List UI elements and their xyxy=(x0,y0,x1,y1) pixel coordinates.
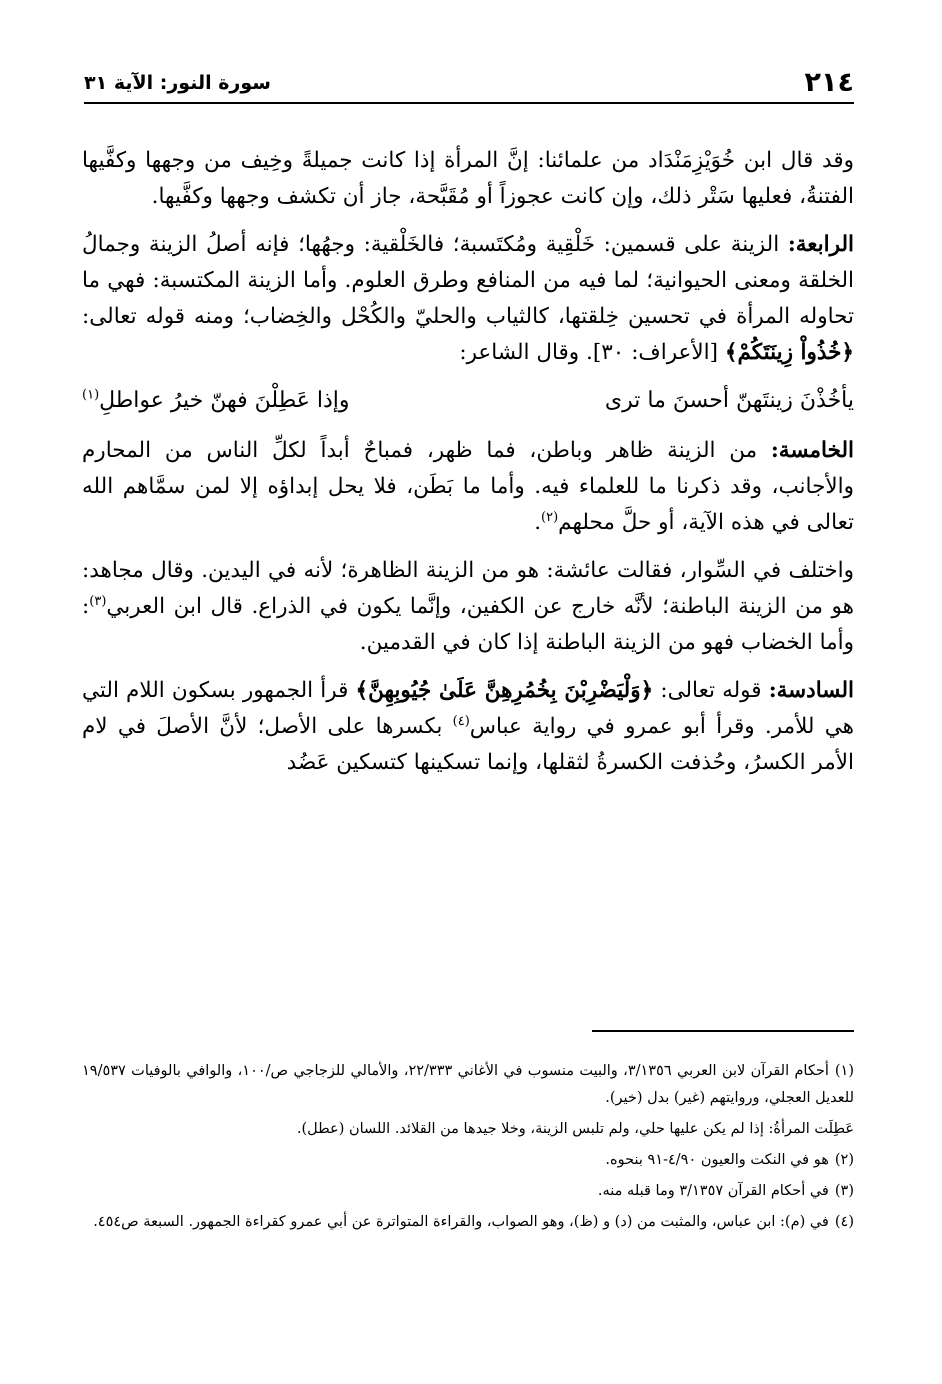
paragraph-fourth xyxy=(82,227,854,371)
paragraph-end: . xyxy=(534,510,542,535)
section-heading-sixth: السادسة: xyxy=(768,678,854,703)
footnote-text: عَطِلَت المرأةُ: إذا لم يكن عليها حلي، ولم تلبس الزينة، وخلا جيدها من القلائد. اللسان (عطل). xyxy=(296,1121,854,1137)
footnote-text: هو في النكت والعيون ٤/٩٠-٩١ بنحوه. xyxy=(605,1152,829,1168)
footnote-marker-2[interactable]: (٢) xyxy=(541,509,559,525)
paragraph-text: واختلف في السِّوار، فقالت عائشة: هو من الزينة الظاهرة؛ لأنه في اليدين. وقال مجاهد: هو من الزينة الباطنة؛ لأنَّه خارج عن الكفين، وإنَّما يكون في الذراع. قال ابن العربي xyxy=(82,558,854,619)
paragraph-fifth xyxy=(82,433,854,541)
paragraph-sixth xyxy=(82,673,854,781)
section-heading-fifth: الخامسة: xyxy=(770,438,854,463)
poem-second-text: وإذا عَطِلْنَ فهنّ خيرُ عواطلِ xyxy=(99,388,350,413)
paragraph-intro: قوله تعالى: xyxy=(653,678,769,703)
poem-second-hemistich xyxy=(82,383,350,419)
footnotes xyxy=(82,1058,854,1240)
paragraph-text-tail: بكسرها على الأصل؛ لأنَّ الأصلَ في لام الأمر الكسرُ، وحُذفت الكسرةُ لثقلها، وإنما تسكينها كتسكين عَضُد xyxy=(82,714,854,775)
footnote-marker-1[interactable]: (١) xyxy=(82,387,100,403)
footnote-number: (١) xyxy=(834,1063,854,1079)
quran-verse: ﴿وَلْيَضْرِبْنَ بِخُمُرِهِنَّ عَلَىٰ جُيُوبِهِنَّ﴾ xyxy=(355,678,654,703)
footnote-number: (٤) xyxy=(834,1214,854,1230)
paragraph-text: الزينة على قسمين: خَلْقِية ومُكتَسبة؛ فالخَلْقية: وجهُها؛ فإنه أصلُ الزينة وجمالُ الخلقة ومعنى الحيوانية؛ لما فيه من المنافع وطرق العلوم. وأما الزينة المكتسبة: فهي ما تحاوله المرأة في تحسين خِلقتها، كالثياب والحليّ والكُحْل والخِضاب؛ ومنه قوله تعالى: xyxy=(82,232,854,329)
footnote-4 xyxy=(82,1209,854,1236)
footnote-text: في (م): ابن عباس، والمثبت من (د) و (ظ)، وهو الصواب، والقراءة المتواترة عن أبي عمرو كقراءة الجمهور. السبعة ص٤٥٤. xyxy=(93,1214,829,1230)
footnote-marker-4[interactable]: (٤) xyxy=(452,713,470,729)
paragraph-text: قرأ الجمهور بسكون اللام التي هي للأمر. وقرأ أبو عمرو في رواية عباس xyxy=(82,678,854,739)
footnote-marker-3[interactable]: (٣) xyxy=(89,593,107,609)
paragraph-text: وقد قال ابن خُوَيْزِمَنْدَاد من علمائنا: إنَّ المرأة إذا كانت جميلةً وخِيف من وجهها وكفَّيها الفتنةُ، فعليها سَتْر ذلك، وإن كانت عجوزاً أو مُقَبَّحة، جاز أن تكشف وجهها وكفَّيها. xyxy=(82,148,854,209)
page-number: ٢١٤ xyxy=(804,67,854,98)
footnote-text: أحكام القرآن لابن العربي ٣/١٣٥٦، والبيت منسوب في الأغاني ٢٢/٣٣٣، والأمالي للزجاجي ص/١٠٠، والوافي بالوفيات ١٩/٥٣٧ للعديل العجلي، وروايتهم (غير) بدل (خير). xyxy=(82,1063,854,1106)
poem-verse xyxy=(82,383,854,419)
footnote-2 xyxy=(82,1147,854,1174)
footnote-text: في أحكام القرآن ٣/١٣٥٧ وما قبله منه. xyxy=(597,1183,829,1199)
footnote-number: (٣) xyxy=(834,1183,854,1199)
page-header xyxy=(84,62,854,104)
main-text xyxy=(82,143,854,793)
running-title: سورة النور: الآية ٣١ xyxy=(84,72,271,94)
footnote-1-gloss xyxy=(82,1116,854,1143)
paragraph-ibn-khuwayzimandad xyxy=(82,143,854,215)
footnote-3 xyxy=(82,1178,854,1205)
paragraph-text-tail: : وأما الخضاب فهو من الزينة الباطنة إذا كان في القدمين. xyxy=(82,594,854,655)
paragraph-text: من الزينة ظاهر وباطن، فما ظهر، فمباحٌ أبداً لكلِّ الناس من المحارم والأجانب، وقد ذكرنا ما للعلماء فيه. وأما ما بَطَن، فلا يحل إبداؤه إلا لمن سمَّاهم الله تعالى في هذه الآية، أو حلَّ محلهم xyxy=(82,438,854,535)
footnote-1 xyxy=(82,1058,854,1112)
footnote-separator xyxy=(592,1030,854,1032)
section-heading-fourth: الرابعة: xyxy=(787,232,854,257)
paragraph-bracelet xyxy=(82,553,854,661)
quran-verse: ﴿خُذُواْ زِينَتَكُمْ﴾ xyxy=(724,340,854,365)
footnote-number: (٢) xyxy=(834,1152,854,1168)
verse-reference: [الأعراف: ٣٠]. وقال الشاعر: xyxy=(459,340,725,365)
poem-first-hemistich: يأخُذْنَ زينتَهنّ أحسنَ ما ترى xyxy=(604,388,854,413)
